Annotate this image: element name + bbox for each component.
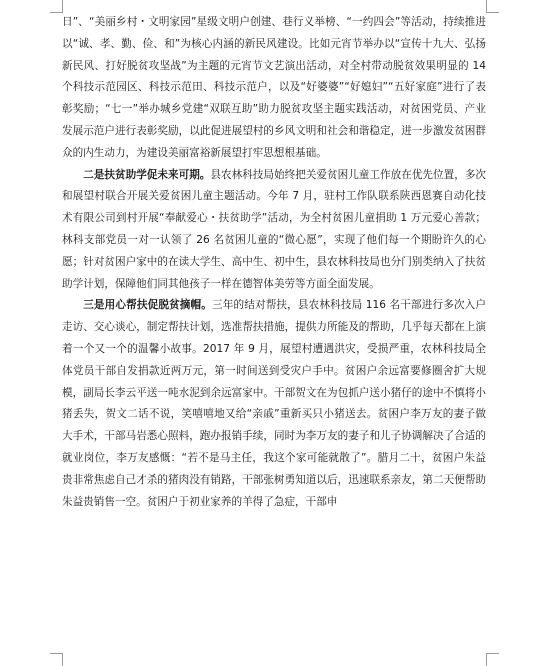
crop-mark-bottom-left <box>50 653 63 666</box>
paragraph-poverty-support <box>62 295 486 513</box>
paragraph-heading: 二是扶贫助学促未来可期。 <box>83 168 211 181</box>
crop-mark-top-right <box>486 0 499 13</box>
paragraph-text: 三年的结对帮扶，县农林科技局 116 名干部进行多次入户走访、交心谈心，制定帮扶计划，选准帮扶措施，提供力所能及的帮助，几乎每天都在上演着一个又一个的温馨小故事。2017 年 9 月，展望村遭遇洪灾，受损严重，农林科技局全体党员干部自发捐款近两万元，第一时间送到受灾户手中。贫困户余远富要修圈舍扩大规模，副局长李云平送一吨水泥到余远富家中。干部贺文在为包抓户送小猪仔的途中不慎将小猪丢失，贺文二话不说，笑嘻嘻地又给“亲戚”重新买只小猪送去。贫困户李万友的妻子做大手术，干部马岩悉心照料，跑办报销手续，同时为李万友的妻子和儿子协调解决了合适的就业岗位，李万友感慨：“若不是马主任，我这个家可能就散了”。腊月二十，贫困户朱益贵非常焦虑自己才杀的猪肉没有销路，干部张树勇知道以后，迅速联系亲友，第二天便帮助朱益贵销售一空。贫困户于初业家养的羊得了急症，干部申 <box>62 299 487 508</box>
paragraph-text: 日”、“美丽乡村・文明家园”星级文明户创建、巷行义举榜、“一约四会”等活动，持续推进以“诚、孝、勤、俭、和”为核心内涵的新民风建设。比如元宵节举办以“宣传十九大、弘扬新民风、打好脱贫攻坚战”为主题的元宵节文艺演出活动，对全村带动脱贫效果明显的 14 个科技示范园区、科技示范田、科技示范户，以及“好婆婆”“好媳妇”“五好家庭”进行了表彰奖励；“七一”举办城乡党建“双联互助”助力脱贫攻坚主题实践活动，对贫困党员、产业发展示范户进行表彰奖励，以此促进展望村的乡风文明和社会和谐稳定，进一步激发贫困群众的内生动力，为建设美丽富裕新展望打牢思想根基础。 <box>62 16 486 159</box>
paragraph-text: 县农林科技局始终把关爱贫困儿童工作放在优先位置，多次和展望村联合开展关爱贫困儿童主题活动。今年 7 月，驻村工作队联系陕西恩赛自动化技术有限公司到村开展“奉献爱心・扶贫助学”活动，为全村贫困儿童捐助 1 万元爱心善款；林科支部党员一对一认领了 26 名贫困儿童的“微心愿”，实现了他们每一个期盼许久的心愿；针对贫困户家中的在读大学生、高中生、初中生，县农林科技局也分门别类纳入了扶贫助学计划，保障他们同其他孩子一样在德智体美劳等方面全面发展。 <box>62 168 487 290</box>
paragraph-heading: 三是用心帮扶促脱贫摘帽。 <box>83 299 213 312</box>
document-body <box>62 12 486 513</box>
paragraph-continuation <box>62 12 486 165</box>
crop-mark-bottom-right <box>486 653 499 666</box>
paragraph-education-aid <box>62 165 486 296</box>
